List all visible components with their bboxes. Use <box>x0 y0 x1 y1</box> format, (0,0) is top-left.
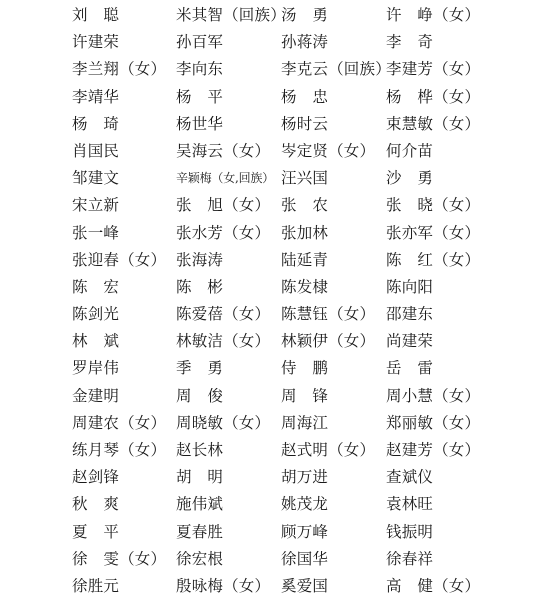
name-row <box>0 84 550 111</box>
name-entry: 李向东 <box>176 60 224 79</box>
name-entry: 沙 勇 <box>386 169 434 188</box>
name-row <box>0 247 550 274</box>
name-entry: 查斌仪 <box>386 468 434 487</box>
name-entry: 刘 聪 <box>72 6 120 24</box>
name-entry: 孙蒋涛 <box>281 33 329 52</box>
name-row <box>0 192 550 219</box>
name-entry: 陈 红（女） <box>386 250 481 269</box>
name-entry: 陆延青 <box>281 250 329 269</box>
name-entry: 汤 勇 <box>281 6 329 24</box>
name-entry: 肖国民 <box>72 141 120 160</box>
name-entry: 林敏洁（女） <box>176 332 271 351</box>
name-entry: 周 锋 <box>281 386 329 405</box>
name-entry: 林 斌 <box>72 332 120 351</box>
name-entry: 练月琴（女） <box>72 441 167 459</box>
name-row <box>0 437 550 464</box>
name-row <box>0 111 550 138</box>
name-row <box>0 519 550 546</box>
name-entry: 徐宏根 <box>176 549 224 568</box>
name-entry: 束慧敏（女） <box>386 114 481 133</box>
name-entry: 陈剑光 <box>72 305 120 324</box>
name-entry: 许建荣 <box>72 33 120 52</box>
name-row <box>0 165 550 192</box>
name-row <box>0 138 550 165</box>
name-entry: 陈慧钰（女） <box>281 305 376 324</box>
name-entry: 吴海云（女） <box>176 141 271 160</box>
name-entry: 张 晓（女） <box>386 196 481 215</box>
name-row <box>0 301 550 328</box>
name-entry: 郑丽敏（女） <box>386 413 481 432</box>
name-entry: 宋立新 <box>72 196 120 215</box>
name-entry: 周建农（女） <box>72 413 167 432</box>
name-entry: 岳 雷 <box>386 359 434 378</box>
name-entry: 尚建荣 <box>386 332 434 351</box>
name-entry: 李靖华 <box>72 87 120 106</box>
name-entry: 周晓敏（女） <box>176 413 271 432</box>
name-entry: 罗岸伟 <box>72 359 120 378</box>
name-entry: 李建芳（女） <box>386 60 481 79</box>
name-entry: 张水芳（女） <box>176 223 271 242</box>
name-entry: 李 奇 <box>386 33 434 52</box>
name-entry: 孙百军 <box>176 33 224 52</box>
name-entry: 何介苗 <box>386 141 434 160</box>
name-entry: 张亦军（女） <box>386 223 481 242</box>
name-entry: 周海江 <box>281 413 329 432</box>
name-row <box>0 491 550 518</box>
name-entry: 汪兴国 <box>281 169 329 188</box>
name-entry: 米其智（回族） <box>176 6 286 24</box>
name-row <box>0 220 550 247</box>
name-entry: 张加林 <box>281 223 329 242</box>
name-entry: 陈 彬 <box>176 277 224 296</box>
name-entry: 林颖伊（女） <box>281 332 376 351</box>
name-entry: 赵剑锋 <box>72 468 120 487</box>
name-entry: 许 峥（女） <box>386 6 481 24</box>
name-entry: 张 旭（女） <box>176 196 271 215</box>
name-entry: 秋 爽 <box>72 495 120 514</box>
name-entry: 张 农 <box>281 196 329 215</box>
name-entry: 邹建文 <box>72 169 120 188</box>
name-entry: 张海涛 <box>176 250 224 269</box>
name-entry: 陈向阳 <box>386 277 434 296</box>
name-entry: 钱振明 <box>386 522 434 541</box>
name-row <box>0 29 550 56</box>
name-entry: 胡万进 <box>281 468 329 487</box>
name-row <box>0 410 550 437</box>
name-entry: 李兰翔（女） <box>72 60 167 79</box>
name-row <box>0 274 550 301</box>
name-entry: 杨时云 <box>281 114 329 133</box>
name-entry: 胡 明 <box>176 468 224 487</box>
name-entry: 杨 桦（女） <box>386 87 481 106</box>
name-entry: 殷咏梅（女） <box>176 576 271 595</box>
name-entry: 周 俊 <box>176 386 224 405</box>
name-entry: 陈发棣 <box>281 277 329 296</box>
name-entry: 姚茂龙 <box>281 495 329 514</box>
name-row <box>0 2 550 29</box>
name-entry: 张一峰 <box>72 223 120 242</box>
name-entry: 夏春胜 <box>176 522 224 541</box>
name-entry: 赵建芳（女） <box>386 441 481 459</box>
name-entry: 杨 琦 <box>72 114 120 133</box>
name-entry: 金建明 <box>72 386 120 405</box>
name-entry: 李克云（回族） <box>281 60 391 79</box>
name-row <box>0 546 550 573</box>
name-entry: 徐春祥 <box>386 549 434 568</box>
name-entry: 徐国华 <box>281 549 329 568</box>
name-entry: 高 健（女） <box>386 576 481 595</box>
name-row <box>0 56 550 83</box>
name-entry: 杨 忠 <box>281 87 329 106</box>
name-entry: 张迎春（女） <box>72 250 167 269</box>
name-entry: 施伟斌 <box>176 495 224 514</box>
name-entry: 陈爱蓓（女） <box>176 305 271 324</box>
name-entry: 杨世华 <box>176 114 224 133</box>
name-row <box>0 383 550 410</box>
name-entry: 岑定贤（女） <box>281 141 376 160</box>
name-entry: 季 勇 <box>176 359 224 378</box>
name-entry: 袁林旺 <box>386 495 434 514</box>
name-entry: 周小慧（女） <box>386 386 481 405</box>
name-entry: 邵建东 <box>386 305 434 324</box>
name-entry: 侍 鹏 <box>281 359 329 378</box>
name-entry: 辛颖梅（女,回族） <box>176 171 275 186</box>
name-entry: 赵长林 <box>176 441 224 459</box>
name-row <box>0 464 550 491</box>
name-entry: 奚爱国 <box>281 576 329 595</box>
name-row <box>0 573 550 600</box>
name-entry: 徐胜元 <box>72 576 120 595</box>
name-entry: 徐 雯（女） <box>72 549 167 568</box>
name-entry: 顾万峰 <box>281 522 329 541</box>
name-row <box>0 328 550 355</box>
name-entry: 杨 平 <box>176 87 224 106</box>
name-entry: 赵式明（女） <box>281 441 376 459</box>
name-entry: 陈 宏 <box>72 277 120 296</box>
name-entry: 夏 平 <box>72 522 120 541</box>
name-list <box>0 2 550 600</box>
name-row <box>0 355 550 382</box>
